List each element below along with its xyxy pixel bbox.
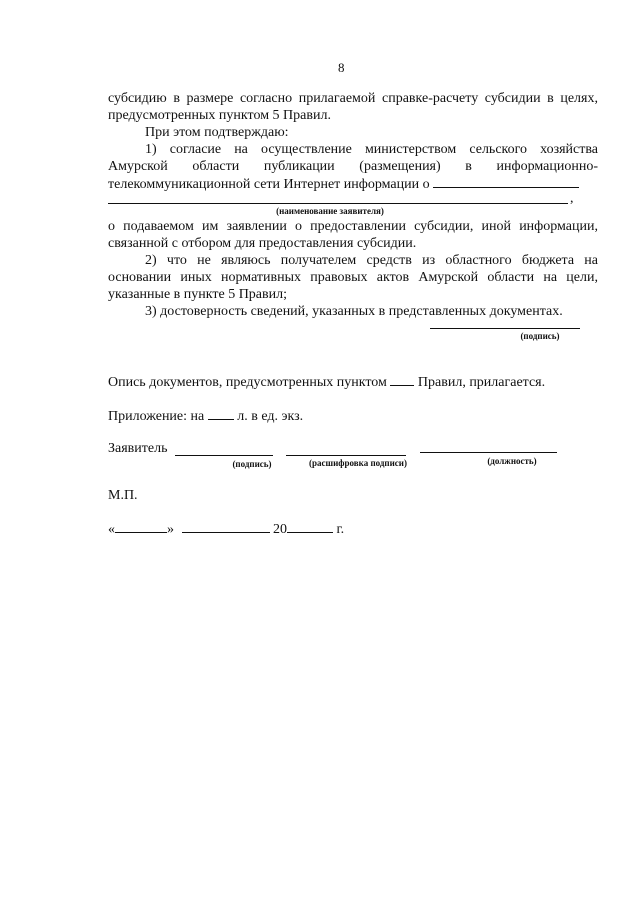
- confirm-heading: При этом подтверждаю:: [145, 125, 289, 140]
- item2-line-1: 2) что не являюсь получателем средств из областного бюджета на: [145, 253, 598, 268]
- attachment-text-after: л. в ед. экз.: [237, 409, 304, 424]
- intro-line-1: субсидию в размере согласно прилагаемой справке-расчету субсидии в целях,: [108, 91, 598, 106]
- item1-line-3: [108, 175, 579, 193]
- item1-line-1: 1) согласие на осуществление министерством сельского хозяйства: [145, 142, 598, 157]
- page-number: 8: [338, 60, 345, 75]
- attachment-text-before: Приложение: на: [108, 409, 205, 424]
- applicant-decoding-caption: (расшифровка подписи): [309, 458, 407, 468]
- signature-line[interactable]: [430, 328, 580, 329]
- item1-line-4: о подаваемом им заявлении о предоставлении субсидии, иной информации,: [108, 219, 598, 234]
- date-line: [108, 520, 344, 538]
- attachment-line: [108, 407, 303, 425]
- seal-label: М.П.: [108, 488, 138, 503]
- inventory-text-before: Опись документов, предусмотренных пунктом: [108, 375, 387, 390]
- date-close-quote: »: [167, 522, 174, 537]
- inventory-text-after: Правил, прилагается.: [417, 375, 546, 390]
- date-month-field[interactable]: [182, 520, 270, 533]
- date-day-field[interactable]: [115, 520, 167, 533]
- date-year-field[interactable]: [287, 520, 333, 533]
- applicant-info-field[interactable]: [433, 175, 579, 188]
- applicant-name-caption: (наименование заявителя): [276, 206, 384, 216]
- item1-line-5: связанной с отбором для предоставления субсидии.: [108, 236, 417, 251]
- item1-line-3-text: телекоммуникационной сети Интернет информации о: [108, 177, 430, 192]
- applicant-position-line[interactable]: [420, 452, 557, 453]
- applicant-name-comma: ,: [570, 191, 574, 206]
- attachment-pages-field[interactable]: [208, 407, 234, 420]
- item2-line-2: основании иных нормативных правовых актов Амурской области на цели,: [108, 270, 598, 285]
- applicant-name-line[interactable]: [108, 203, 568, 204]
- inventory-item-field[interactable]: [390, 373, 414, 386]
- item3-line-1: 3) достоверность сведений, указанных в представленных документах.: [145, 304, 563, 319]
- date-year-prefix: 20: [273, 522, 287, 537]
- intro-line-2: предусмотренных пунктом 5 Правил.: [108, 108, 331, 123]
- date-year-suffix: г.: [336, 522, 345, 537]
- applicant-signature-line[interactable]: [175, 455, 273, 456]
- applicant-position-caption: (должность): [487, 456, 537, 466]
- date-open-quote: «: [108, 522, 115, 537]
- item1-line-2: Амурской области публикации (размещения) в информационно-: [108, 159, 598, 174]
- applicant-label: Заявитель: [108, 441, 168, 456]
- item2-line-3: указанные в пункте 5 Правил;: [108, 287, 287, 302]
- applicant-signature-caption: (подпись): [232, 459, 272, 469]
- applicant-decoding-line[interactable]: [286, 455, 406, 456]
- inventory-line: [108, 373, 545, 391]
- signature-caption: (подпись): [520, 331, 560, 341]
